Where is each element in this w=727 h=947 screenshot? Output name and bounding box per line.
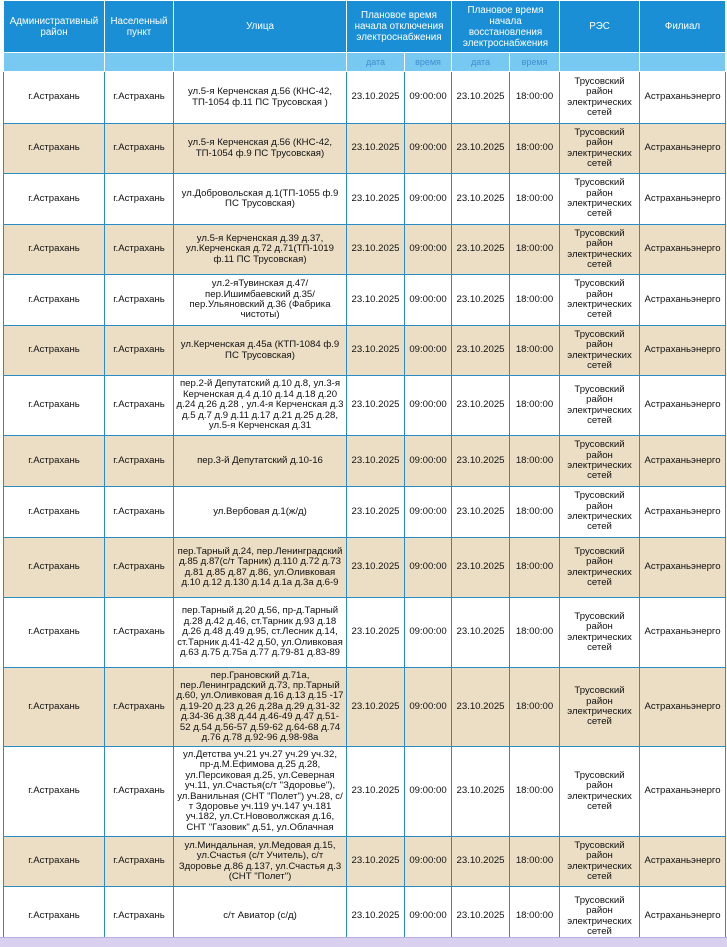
subheader-row (4, 53, 726, 72)
subheader-empty (640, 53, 726, 72)
cell-branch: Астраханьэнерго (640, 72, 726, 124)
subheader-empty (4, 53, 105, 72)
subheader-on-date: дата (452, 53, 510, 72)
table-row (4, 174, 726, 225)
cell-locality: г.Астрахань (105, 487, 174, 538)
cell-off-date: 23.10.2025 (347, 747, 405, 837)
subheader-on-time: время (510, 53, 560, 72)
table-row (4, 326, 726, 376)
cell-district: г.Астрахань (4, 124, 105, 174)
cell-off-date: 23.10.2025 (347, 887, 405, 947)
cell-district: г.Астрахань (4, 72, 105, 124)
cell-locality: г.Астрахань (105, 174, 174, 225)
cell-res: Трусовский район электрических сетей (560, 326, 640, 376)
cell-off-time: 09:00:00 (405, 668, 452, 747)
table-row (4, 376, 726, 436)
subheader-empty (174, 53, 347, 72)
cell-off-date: 23.10.2025 (347, 538, 405, 598)
cell-res: Трусовский район электрических сетей (560, 275, 640, 326)
cell-on-time: 18:00:00 (510, 538, 560, 598)
subheader-empty (560, 53, 640, 72)
cell-branch: Астраханьэнерго (640, 837, 726, 887)
cell-branch: Астраханьэнерго (640, 275, 726, 326)
cell-street: ул.Миндальная, ул.Медовая д.15, ул.Счастья (с/т Учитель), с/т Здоровье д.86 д.137, ул.Счастья д.3 (СНТ "Полет") (174, 837, 347, 887)
cell-district: г.Астрахань (4, 275, 105, 326)
cell-on-time: 18:00:00 (510, 326, 560, 376)
cell-locality: г.Астрахань (105, 538, 174, 598)
cell-street: пер.Грановский д.71а, пер.Ленинградский д.73, пр.Тарный д.60, ул.Оливковая д.16 д.13 д.15 -17 д.19-20 д.23 д.26 д.28а д.29 д.31-32 д.34-36 д.38 д.44 д.46-49 д.47 д.51-52 д.54 д.56-57 д.59-62 д.64-68 д.74 д.76 д.78 д.92-96 д.98-98а (174, 668, 347, 747)
cell-res: Трусовский район электрических сетей (560, 225, 640, 275)
subheader-off-date: дата (347, 53, 405, 72)
cell-street: ул.Керченская д.45а (КТП-1084 ф.9 ПС Трусовская) (174, 326, 347, 376)
cell-res: Трусовский район электрических сетей (560, 124, 640, 174)
cell-res: Трусовский район электрических сетей (560, 174, 640, 225)
cell-locality: г.Астрахань (105, 668, 174, 747)
cell-off-date: 23.10.2025 (347, 436, 405, 487)
table-row (4, 72, 726, 124)
cell-locality: г.Астрахань (105, 72, 174, 124)
cell-district: г.Астрахань (4, 747, 105, 837)
cell-off-time: 09:00:00 (405, 538, 452, 598)
cell-on-date: 23.10.2025 (452, 598, 510, 668)
cell-off-date: 23.10.2025 (347, 72, 405, 124)
cell-off-time: 09:00:00 (405, 887, 452, 947)
cell-locality: г.Астрахань (105, 436, 174, 487)
cell-off-date: 23.10.2025 (347, 837, 405, 887)
cell-off-date: 23.10.2025 (347, 326, 405, 376)
cell-on-date: 23.10.2025 (452, 436, 510, 487)
cell-district: г.Астрахань (4, 837, 105, 887)
cell-off-date: 23.10.2025 (347, 124, 405, 174)
cell-res: Трусовский район электрических сетей (560, 436, 640, 487)
cell-res: Трусовский район электрических сетей (560, 887, 640, 947)
cell-on-date: 23.10.2025 (452, 538, 510, 598)
cell-street: ул.Детства уч.21 уч.27 уч.29 уч.32, пр-д.М.Ефимова д.25 д.28, ул.Персиковая д.25, ул.Северная уч.11, ул.Счастья(с/т "Здоровье"), ул.Ванильная (СНТ "Полет") уч.28, с/т Здоровье уч.119 уч.147 уч.181 уч.182, ул.Ст.Нововолжская д.16, СНТ "Газовик" д.51, ул.Облачная (174, 747, 347, 837)
cell-off-time: 09:00:00 (405, 837, 452, 887)
table-row (4, 275, 726, 326)
header-district: Административный район (4, 1, 105, 53)
cell-res: Трусовский район электрических сетей (560, 72, 640, 124)
table-row (4, 225, 726, 275)
cell-branch: Астраханьэнерго (640, 124, 726, 174)
cell-branch: Астраханьэнерго (640, 436, 726, 487)
cell-locality: г.Астрахань (105, 747, 174, 837)
cell-branch: Астраханьэнерго (640, 225, 726, 275)
cell-off-time: 09:00:00 (405, 275, 452, 326)
cell-district: г.Астрахань (4, 487, 105, 538)
cell-locality: г.Астрахань (105, 598, 174, 668)
cell-off-time: 09:00:00 (405, 124, 452, 174)
cell-on-date: 23.10.2025 (452, 376, 510, 436)
cell-street: ул.2-яТувинская д.47/ пер.Ишимбаевский д.35/ пер.Ульяновский д.36 (Фабрика чистоты) (174, 275, 347, 326)
table-row (4, 538, 726, 598)
cell-on-date: 23.10.2025 (452, 326, 510, 376)
cell-on-time: 18:00:00 (510, 72, 560, 124)
cell-off-time: 09:00:00 (405, 174, 452, 225)
header-off-start: Плановое время начала отключения электроснабжения (347, 1, 452, 53)
cell-district: г.Астрахань (4, 376, 105, 436)
cell-locality: г.Астрахань (105, 837, 174, 887)
cell-branch: Астраханьэнерго (640, 174, 726, 225)
cell-district: г.Астрахань (4, 538, 105, 598)
cell-branch: Астраханьэнерго (640, 598, 726, 668)
cell-branch: Астраханьэнерго (640, 887, 726, 947)
cell-district: г.Астрахань (4, 174, 105, 225)
outage-schedule-table (3, 0, 726, 947)
subheader-off-time: время (405, 53, 452, 72)
header-row (4, 1, 726, 53)
cell-off-date: 23.10.2025 (347, 275, 405, 326)
table-row (4, 436, 726, 487)
header-res: РЭС (560, 1, 640, 53)
cell-off-date: 23.10.2025 (347, 487, 405, 538)
cell-district: г.Астрахань (4, 598, 105, 668)
cell-on-time: 18:00:00 (510, 747, 560, 837)
cell-res: Трусовский район электрических сетей (560, 487, 640, 538)
cell-off-date: 23.10.2025 (347, 225, 405, 275)
cell-off-time: 09:00:00 (405, 225, 452, 275)
table-row (4, 598, 726, 668)
cell-branch: Астраханьэнерго (640, 376, 726, 436)
cell-district: г.Астрахань (4, 225, 105, 275)
cell-on-time: 18:00:00 (510, 487, 560, 538)
cell-branch: Астраханьэнерго (640, 538, 726, 598)
cell-district: г.Астрахань (4, 436, 105, 487)
cell-branch: Астраханьэнерго (640, 487, 726, 538)
cell-on-time: 18:00:00 (510, 174, 560, 225)
cell-on-time: 18:00:00 (510, 668, 560, 747)
cell-on-date: 23.10.2025 (452, 487, 510, 538)
cell-locality: г.Астрахань (105, 326, 174, 376)
cell-branch: Астраханьэнерго (640, 326, 726, 376)
cell-on-time: 18:00:00 (510, 376, 560, 436)
cell-off-time: 09:00:00 (405, 376, 452, 436)
cell-off-time: 09:00:00 (405, 747, 452, 837)
cell-street: с/т Авиатор (с/д) (174, 887, 347, 947)
subheader-empty (105, 53, 174, 72)
cell-on-time: 18:00:00 (510, 225, 560, 275)
cell-off-time: 09:00:00 (405, 598, 452, 668)
cell-on-date: 23.10.2025 (452, 225, 510, 275)
cell-on-date: 23.10.2025 (452, 837, 510, 887)
cell-off-time: 09:00:00 (405, 72, 452, 124)
cell-off-date: 23.10.2025 (347, 668, 405, 747)
header-locality: Населенный пункт (105, 1, 174, 53)
cell-res: Трусовский район электрических сетей (560, 668, 640, 747)
cell-res: Трусовский район электрических сетей (560, 376, 640, 436)
cell-street: ул.5-я Керченская д.56 (КНС-42, ТП-1054 ф.11 ПС Трусовская ) (174, 72, 347, 124)
cell-street: пер.Тарный д.24, пер.Ленинградский д.85 д.87(с/т Тарник) д.110 д.72 д.73 д.81 д.85 д.87 д.86, ул.Оливковая д.10 д.12 д.130 д.14 д.1а д.3а д.6-9 (174, 538, 347, 598)
cell-on-date: 23.10.2025 (452, 174, 510, 225)
cell-on-time: 18:00:00 (510, 275, 560, 326)
cell-off-date: 23.10.2025 (347, 376, 405, 436)
cell-branch: Астраханьэнерго (640, 747, 726, 837)
cell-on-time: 18:00:00 (510, 837, 560, 887)
cell-on-date: 23.10.2025 (452, 668, 510, 747)
cell-district: г.Астрахань (4, 887, 105, 947)
cell-on-date: 23.10.2025 (452, 747, 510, 837)
table-row (4, 668, 726, 747)
cell-locality: г.Астрахань (105, 275, 174, 326)
header-street: Улица (174, 1, 347, 53)
cell-res: Трусовский район электрических сетей (560, 747, 640, 837)
cell-off-time: 09:00:00 (405, 326, 452, 376)
cell-locality: г.Астрахань (105, 376, 174, 436)
cell-street: ул.5-я Керченская д.39 д.37, ул.Керченская д.72 д.71(ТП-1019 ф.11 ПС Трусовская) (174, 225, 347, 275)
cell-res: Трусовский район электрических сетей (560, 538, 640, 598)
cell-branch: Астраханьэнерго (640, 668, 726, 747)
cell-off-date: 23.10.2025 (347, 174, 405, 225)
cell-on-date: 23.10.2025 (452, 275, 510, 326)
cell-street: ул.5-я Керченская д.56 (КНС-42, ТП-1054 ф.9 ПС Трусовская) (174, 124, 347, 174)
header-branch: Филиал (640, 1, 726, 53)
cell-on-date: 23.10.2025 (452, 124, 510, 174)
cell-street: пер.2-й Депутатский д.10 д.8, ул.3-я Керченская д.4 д.10 д.14 д.18 д.20 д.24 д.26 д.28 , ул.4-я Керченская д.3 д.5 д.7 д.9 д.11 д.17 д.21 д.25 д.28, ул.5-я Керченская д.31 (174, 376, 347, 436)
cell-street: пер.Тарный д.20 д.56, пр-д.Тарный д.28 д.42 д.46, ст.Тарник д.93 д.18 д.26 д.48 д.49 д.95, ст.Лесник д.14, ст.Тарник д.41-42 д.50, ул.Оливковая д.63 д.75 д.75а д.77 д.79-81 д.83-89 (174, 598, 347, 668)
cell-res: Трусовский район электрических сетей (560, 598, 640, 668)
table-row (4, 487, 726, 538)
cell-off-time: 09:00:00 (405, 436, 452, 487)
cell-on-time: 18:00:00 (510, 887, 560, 947)
table-row (4, 124, 726, 174)
table-row (4, 837, 726, 887)
cell-street: ул.Вербовая д.1(ж/д) (174, 487, 347, 538)
cell-on-date: 23.10.2025 (452, 72, 510, 124)
cell-on-time: 18:00:00 (510, 124, 560, 174)
cell-district: г.Астрахань (4, 326, 105, 376)
cell-locality: г.Астрахань (105, 124, 174, 174)
cell-district: г.Астрахань (4, 668, 105, 747)
cell-street: ул.Добровольская д.1(ТП-1055 ф.9 ПС Трусовская) (174, 174, 347, 225)
cell-on-time: 18:00:00 (510, 598, 560, 668)
table-row (4, 747, 726, 837)
cell-street: пер.3-й Депутатский д.10-16 (174, 436, 347, 487)
cell-locality: г.Астрахань (105, 887, 174, 947)
cell-off-date: 23.10.2025 (347, 598, 405, 668)
cell-on-time: 18:00:00 (510, 436, 560, 487)
header-restore: Плановое время начала восстановления электроснабжения (452, 1, 560, 53)
cell-locality: г.Астрахань (105, 225, 174, 275)
cell-res: Трусовский район электрических сетей (560, 837, 640, 887)
cell-on-date: 23.10.2025 (452, 887, 510, 947)
cell-off-time: 09:00:00 (405, 487, 452, 538)
